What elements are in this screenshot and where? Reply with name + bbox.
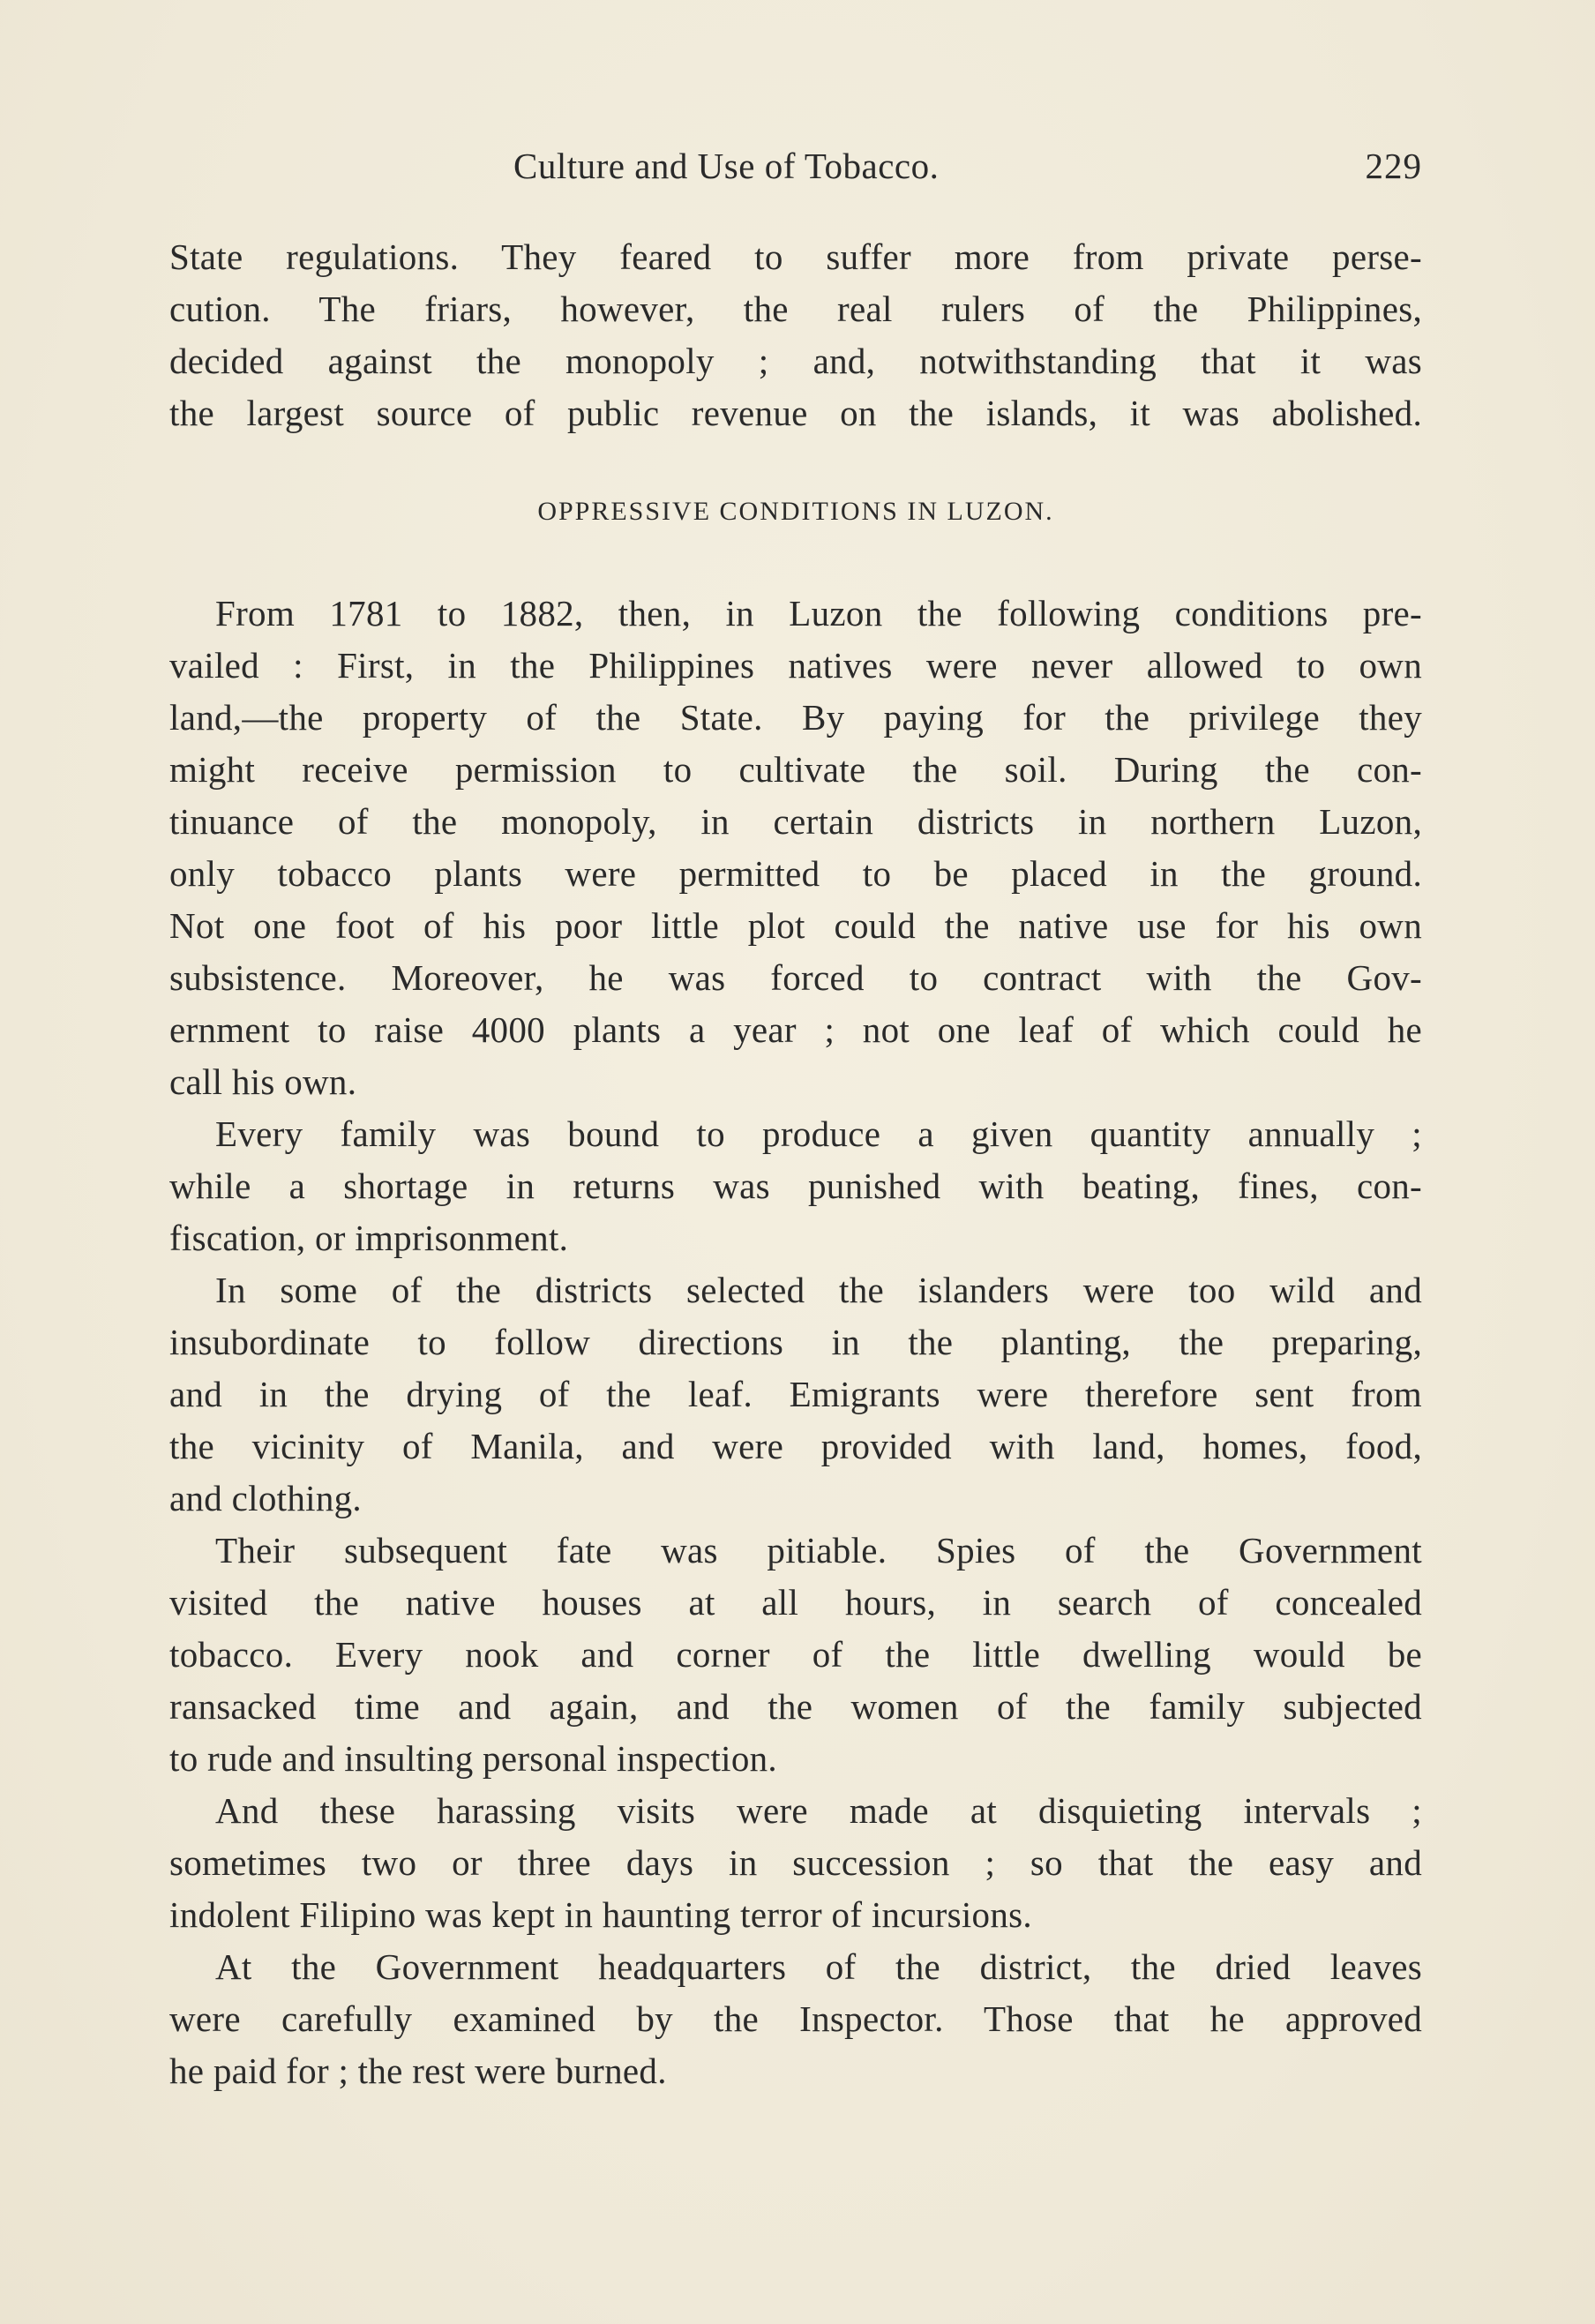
text-line: vailed : First, in the Philippines natives were never allowed to own bbox=[169, 645, 1422, 686]
paragraph bbox=[169, 231, 1422, 439]
text-line: while a shortage in returns was punished with beating, fines, con- bbox=[169, 1166, 1422, 1206]
text-line: were carefully examined by the Inspector. Those that he approved bbox=[169, 1998, 1422, 2039]
text-line: subsistence. Moreover, he was forced to contract with the Gov- bbox=[169, 957, 1422, 998]
paragraph bbox=[169, 588, 1422, 1108]
paragraph bbox=[169, 1108, 1422, 1264]
text-line: State regulations. They feared to suffer more from private perse- bbox=[169, 236, 1422, 277]
paragraph bbox=[169, 1941, 1422, 2097]
text-line: the largest source of public revenue on the islands, it was abolished. bbox=[169, 393, 1422, 433]
paragraph bbox=[169, 1785, 1422, 1941]
page-header bbox=[169, 145, 1422, 198]
text-line: At the Government headquarters of the district, the dried leaves bbox=[215, 1946, 1422, 1987]
text-line: the vicinity of Manila, and were provided with land, homes, food, bbox=[169, 1426, 1422, 1466]
text-line: and in the drying of the leaf. Emigrants were therefore sent from bbox=[169, 1374, 1422, 1414]
text-line: Their subsequent fate was pitiable. Spies of the Government bbox=[215, 1530, 1422, 1571]
text-line: he paid for ; the rest were burned. bbox=[169, 2050, 667, 2091]
text-line: cution. The friars, however, the real rulers of the Philippines, bbox=[169, 289, 1422, 329]
section-heading: OPPRESSIVE CONDITIONS IN LUZON. bbox=[537, 497, 1054, 526]
text-line: might receive permission to cultivate the soil. During the con- bbox=[169, 749, 1422, 790]
page-number: 229 bbox=[1365, 146, 1422, 186]
text-line: Not one foot of his poor little plot could the native use for his own bbox=[169, 905, 1422, 946]
text-line: tobacco. Every nook and corner of the little dwelling would be bbox=[169, 1634, 1422, 1675]
text-line: ernment to raise 4000 plants a year ; not one leaf of which could he bbox=[169, 1009, 1422, 1050]
body-text bbox=[169, 231, 1422, 2097]
text-line: sometimes two or three days in succession ; so that the easy and bbox=[169, 1842, 1422, 1883]
paragraph bbox=[169, 1525, 1422, 1785]
text-line: only tobacco plants were permitted to be placed in the ground. bbox=[169, 853, 1422, 894]
text-line: From 1781 to 1882, then, in Luzon the following conditions pre- bbox=[215, 593, 1422, 633]
text-line: Every family was bound to produce a given quantity annually ; bbox=[215, 1113, 1422, 1154]
text-line: decided against the monopoly ; and, notwithstanding that it was bbox=[169, 341, 1422, 381]
text-line: ransacked time and again, and the women of the family subjected bbox=[169, 1686, 1422, 1727]
text-line: fiscation, or imprisonment. bbox=[169, 1218, 569, 1258]
text-line: call his own. bbox=[169, 1061, 357, 1102]
text-line: to rude and insulting personal inspection. bbox=[169, 1738, 777, 1779]
text-line: tinuance of the monopoly, in certain districts in northern Luzon, bbox=[169, 801, 1422, 842]
paragraph bbox=[169, 1264, 1422, 1525]
running-title: Culture and Use of Tobacco. bbox=[513, 146, 940, 186]
text-line: insubordinate to follow directions in the planting, the preparing, bbox=[169, 1322, 1422, 1362]
text-line: And these harassing visits were made at disquieting intervals ; bbox=[215, 1790, 1422, 1831]
text-line: In some of the districts selected the islanders were too wild and bbox=[215, 1270, 1422, 1310]
text-line: land,—the property of the State. By paying for the privilege they bbox=[169, 697, 1422, 738]
text-line: and clothing. bbox=[169, 1478, 362, 1518]
text-line: indolent Filipino was kept in haunting terror of incursions. bbox=[169, 1894, 1032, 1935]
text-line: visited the native houses at all hours, in search of concealed bbox=[169, 1582, 1422, 1623]
